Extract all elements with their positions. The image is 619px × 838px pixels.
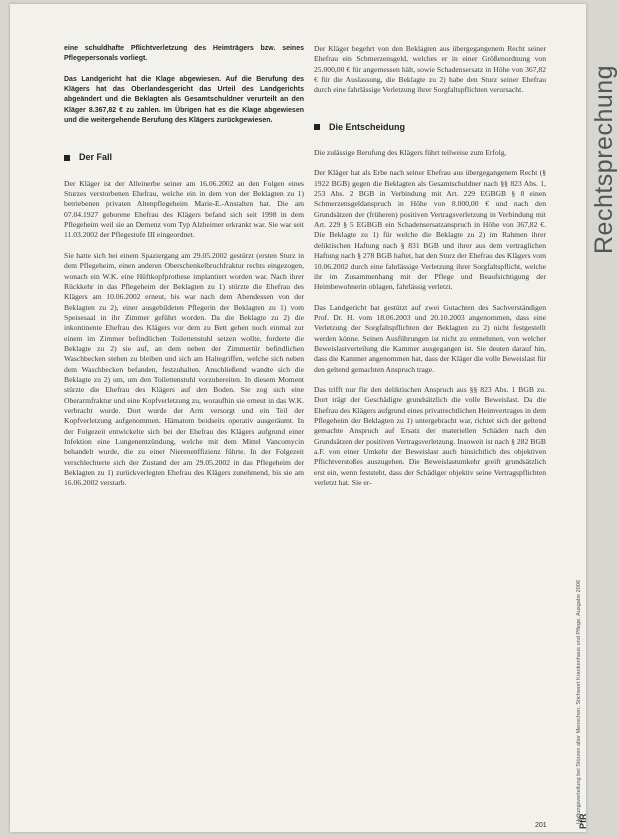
section-heading-decision: [314, 122, 546, 132]
case-paragraph-2: Sie hatte sich bei einem Spaziergang am 29.05.2002 gestürzt (ersten Sturz in dem Pflegeheim, einen anderen Oberschenkelbruchfraktur rechts eingezogen, wonach ein W.K. eine Hüftkopfprothese implantiert worden war. Nach ihrer Rückkehr in das Pflegeheim der Beklagten zu 1) stürzte die Ehefrau des Klägers am 10.06.2002 erneut, bis war nach dem Abendessen von der Beklagten zu 2), einer ausgebildeten Pflegerin der Beklagten zu 1) vom Speisesaal in ihr Zimmer geführt worden. Da die Beklagte zu 2) die inkontinente Ehefrau des Klägers vor dem zu Bett gehen noch einmal zur einem im Zimmer befindlichen Toilettenstuhl setzen wollte, forderte die Beklagte zu 2) sie auf, an dem neben der Zimmertür befindlichen Waschbecken stehen zu bleiben und sich am Haltegriffen, welche sich neben dem Waschbecken befanden, festzuhalten. Anschließend wandte sich die Beklagte zu 2) um, um den Toilettenstuhl vorzubereiten. In diesem Moment stürzte die Ehefrau des Klägers auf den Boden. Sie zog sich eine Oberarmfraktur und eine Kopfverletzung zu, woraufhin sie erneut in das W.K. verbracht wurde. Dort wurde der Arm versorgt und ein Teil der Kopfverletzung aufgenommen. Hämatom beidseits operativ ausgeräumt. In der Folgezeit entwickelte sich bei der Ehefrau des Klägers aufgrund einer Infektion eine Lungenentzündung, welche mit dem Mittel Vancomycin behandelt wurde, die zu einer Nierenenffizienz führte. In der Folgezeit verschlechterte sich der Zustand der am 29.05.2002 in das Pflegeheim der Beklagten zu 1) zurückverlegten Ehefrau des Klägers zunehmend, bis sie am 16.06.2002 verstarb.: [64, 250, 304, 488]
document-page: [10, 4, 618, 832]
procedural-history-paragraph: Das Landgericht hat die Klage abgewiesen. Auf die Berufung des Klägers hat das Oberlandesgericht das Urteil des Landgerichts abgeändert und die Beklagten als Gesamtschuldner verurteilt an den Kläger 8.367,82 € zu zahlen. Im Übrigen hat es die Klage abgewiesen und die weitergehende Berufung des Klägers zurückgewiesen.: [64, 75, 304, 125]
decision-paragraph-4: Das trifft nur für den deliktischen Anspruch aus §§ 823 Abs. 1 BGB zu. Dort trägt der Geschädigte grundsätzlich die volle Beweislast. Da die Ehefrau des Klägers aufgrund eines privatrechtlichen Heimvertrages in dem Pflegeheim der Beklagten zu 1) untergebracht war, richtet sich der geltend gemachte Anspruch auf Ersatz der materiellen Schäden nach den Grundsätzen der positiven Vertragsverletzung. Insoweit ist nach § 282 BGB a.F. von einer Umkehr der Beweislast auch hinsichtlich des objektiven Pflichtverstoßes auszugehen. Die Beweislastumkehr greift grundsätzlich erst ein, wenn feststeht, dass der Schädiger objektiv seine Vertragspflichten verletzt hat. Sie er-: [314, 384, 546, 488]
decision-paragraph-3: Das Landgericht hat gestützt auf zwei Gutachten des Sachverständigen Prof. Dr. H. vom 18.06.2003 und 20.10.2003 angenommen, dass eine Verletzung der Sorgfaltspflichten der Beklagten zu 2) nicht festgestellt werden könne. Seinen Ausführungen ist nicht zu entnehmen, von welcher Beweislastverteilung die Kammer ausgegangen ist. Sie deuten darauf hin, dass die Kammer angenommen hat, dass der Kläger die volle Beweislast für den geltend gemachten Anspruch trage.: [314, 302, 546, 374]
source-note-vertical: [566, 544, 582, 824]
decision-paragraph-1: Die zulässige Berufung des Klägers führt teilweise zum Erfolg.: [314, 148, 507, 158]
bullet-square-icon: [64, 155, 70, 161]
left-column: [64, 44, 304, 499]
bullet-square-icon: [314, 124, 320, 130]
claim-paragraph: Der Kläger begehrt von den Beklagten aus übergegangenem Recht seiner Ehefrau ein Schmerzensgeld, welches er in einer Größenordnung von 25.000,00 € für angemessen hält, sowie Schadensersatz in Höhe von 367,82 € für die Auslassung, die Beklagte zu 2) habe den Sturz seiner Ehefrau durch eine fahrlässige Verletzung ihrer Sorgfaltspflichten verursacht.: [314, 44, 546, 95]
intro-paragraph: eine schuldhafte Pflichtverletzung des Heimträgers bzw. seines Pflegepersonals vorliegt.: [64, 45, 304, 63]
section-heading-text: Der Fall: [79, 152, 113, 163]
case-paragraph-1: Der Kläger ist der Alleinerbe seiner am 16.06.2002 an den Folgen eines Sturzes verstorbenen Ehefrau, welche ein in dem von der Beklagten zu 1) betriebenen privaten Altenpflegeheim Marie-E.-Anstalten hat. Die am 07.04.1927 geborene Ehefrau des Klägers befand sich seit 1998 in dem Pflegeheim weil sie an Demenz vom Typ Alzheimer erkrankt war. Sie war seit 11.03.2002 der Pflegestufe III eingeordnet.: [64, 178, 304, 240]
right-column: [314, 44, 546, 498]
section-title-vertical: [558, 34, 618, 254]
source-note-text: Haftungsverteilung bei Stürzen alter Menschen, Stichwort Krankenhaus und Pflege, Ausgabe 2006: [576, 579, 582, 824]
journal-logo: [566, 809, 588, 829]
page-number: 201: [535, 822, 547, 829]
section-heading-text: Die Entscheidung: [329, 121, 406, 132]
journal-logo-text: PfR: [578, 813, 588, 829]
decision-paragraph-2: Der Kläger hat als Erbe nach seiner Ehefrau aus übergegangenem Recht (§ 1922 BGB) gegen die Beklagten als Gesamtschuldner nach §§ 823 Abs. 1, 253 Abs. 2 BGB in Verbindung mit Art. 229 EGBGB § 8 einen Schmerzensgeldanspruch in Höhe von 8.000,00 € und nach den Grundsätzen der (früheren) positiven Vertragsverletzung in Verbindung mit Art. 229 § 5 EGBGB ein Schadensersatzanspruch in Höhe von 367,82 €. Die Beklagte zu 1) für welche die Beklagte zu 2) im Rahmen ihrer deliktischen Haftung nach § 831 BGB und ihrer aus dem vertraglichen Haftung nach § 278 BGB haftet, hat den Sturz der Ehefrau des Klägers vom 10.06.2002 durch eine fahrlässige Verletzung ihrer Sorgfaltspflicht, welche ihr im Zusammenhang mit der Pflege und Beaufsichtigung der Heimbewohnerin oblagen, fahrlässig verletzt.: [314, 168, 546, 292]
section-title-text: Rechtsprechung: [590, 64, 618, 254]
section-heading-case: [64, 152, 304, 162]
